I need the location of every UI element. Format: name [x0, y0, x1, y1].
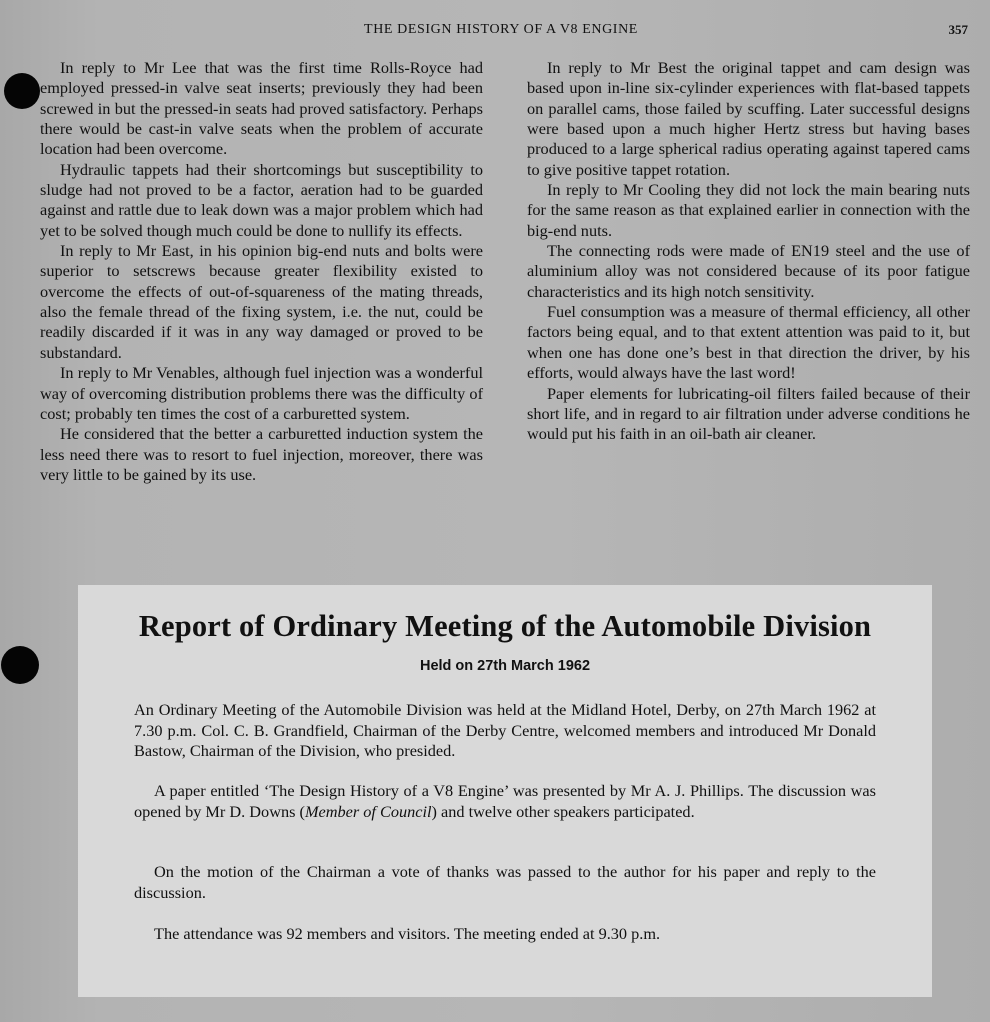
- report-paragraph-2-text: A paper entitled ‘The Design History of a V8 Engine’ was presented by Mr A. J. Phillips. The discussion was opened by Mr D. Downs (: [134, 781, 876, 821]
- left-column: [40, 58, 483, 485]
- report-paragraph-4: The attendance was 92 members and visitors. The meeting ended at 9.30 p.m.: [154, 924, 661, 943]
- running-title: THE DESIGN HISTORY OF A V8 ENGINE: [364, 22, 638, 37]
- report-title: Report of Ordinary Meeting of the Automobile Division: [138, 609, 872, 643]
- running-head: [0, 22, 990, 44]
- report-paragraph-1: An Ordinary Meeting of the Automobile Division was held at the Midland Hotel, Derby, on 27th March 1962 at 7.30 p.m. Col. C. B. Grandfield, Chairman of the Derby Centre, welcomed members and introduced Mr Donald Bastow, Chairman of the Division, who presided.: [134, 700, 876, 760]
- report-paragraph-2-text-end: ) and twelve other speakers participated.: [431, 801, 695, 821]
- meeting-report-box: [78, 585, 932, 997]
- report-subtitle: Held on 27th March 1962: [419, 658, 591, 674]
- paragraph: The connecting rods were made of EN19 steel and the use of aluminium alloy was not considered because of its poor fatigue characteristics and its high notch sensitivity.: [527, 241, 970, 301]
- member-of-council-italic: Member of Council: [304, 801, 432, 821]
- paragraph: In reply to Mr East, in his opinion big-end nuts and bolts were superior to setscrews because greater flexibility existed to overcome the effects of out-of-squareness of the mating threads, also the female thread of the fixing system, i.e. the nut, could be readily discarded if it was in any way damaged or proved to be substandard.: [40, 241, 483, 362]
- paragraph: He considered that the better a carburetted induction system the less need there was to resort to fuel injection, moreover, there was very little to be gained by its use.: [40, 424, 483, 484]
- report-paragraph-2: [134, 781, 876, 822]
- paragraph: In reply to Mr Lee that was the first time Rolls-Royce had employed pressed-in valve seat inserts; previously they had been screwed in but the pressed-in seats had proved satisfactory. Perhaps there would be cast-in valve seats when the problem of accurate location had been overcome.: [40, 58, 483, 159]
- paragraph: In reply to Mr Cooling they did not lock the main bearing nuts for the same reason as that explained earlier in connection with the big-end nuts.: [527, 180, 970, 240]
- report-paragraph-3: On the motion of the Chairman a vote of thanks was passed to the author for his paper and reply to the discussion.: [134, 862, 876, 902]
- paragraph: In reply to Mr Best the original tappet and cam design was based upon in-line six-cylinder experiences with flat-based tappets on parallel cams, those failed by scuffing. Later successful designs were based upon a much higher Hertz stress but having bases produced to a large spherical radius operating against tapered cams to give positive tappet rotation.: [527, 58, 970, 179]
- paragraph: Paper elements for lubricating-oil filters failed because of their short life, and in regard to air filtration under adverse conditions he would put his faith in an oil-bath air cleaner.: [527, 383, 970, 444]
- punch-hole-top: [4, 73, 40, 109]
- page-number: 357: [948, 22, 968, 37]
- paragraph: Hydraulic tappets had their shortcomings but susceptibility to sludge had not proved to be a factor, aeration had to be guarded against and rattle due to leak down was a major problem which had yet to be solved though much could be done to nullify its effects.: [40, 159, 483, 240]
- right-column: [527, 58, 970, 445]
- punch-hole-bottom: [1, 646, 39, 684]
- paragraph: Fuel consumption was a measure of thermal efficiency, all other factors being equal, and to that extent attention was paid to it, but when one has done one’s best in that direction the driver, by his efforts, would always have the last word!: [527, 302, 970, 383]
- paragraph: In reply to Mr Venables, although fuel injection was a wonderful way of overcoming distribution problems there was the difficulty of cost; probably ten times the cost of a carburetted system.: [40, 363, 483, 423]
